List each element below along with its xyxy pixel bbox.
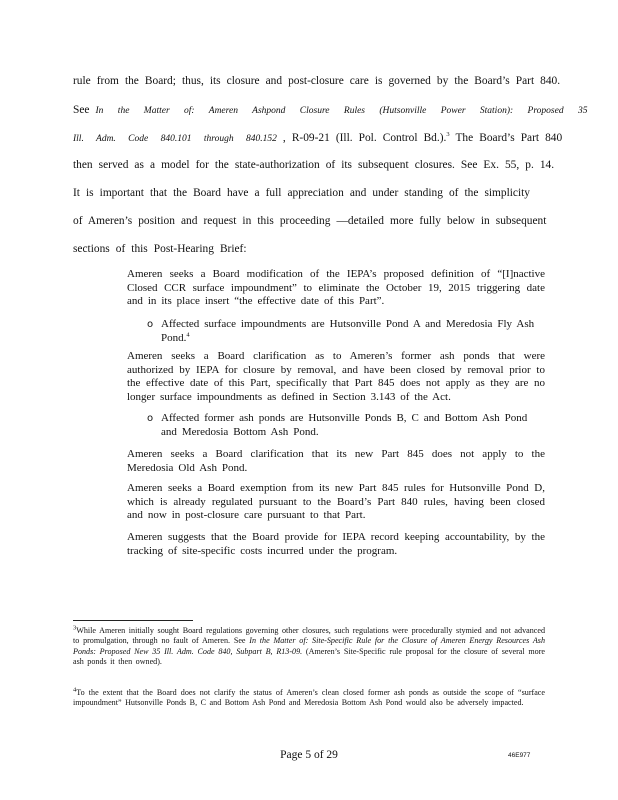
footnote-separator <box>73 620 193 621</box>
bullet-text: Ameren seeks a Board clarification as to Ameren’s former ash ponds that were authorized by IEPA for closure by removal, and have been closed by removal prior to the effective date of this Part, specifically that Part 845 does not apply as they are no longer surface impoundments as defined in Section 3.143 of the Act. <box>127 350 545 403</box>
footnote-number: 3 <box>73 624 77 632</box>
footnote-text: (Ameren’s Site-Specific rule proposal for the closure of several more ash ponds it then owned). <box>73 646 545 667</box>
body-line-7: sections of this Post-Hearing Brief: <box>73 243 247 255</box>
footnote-italic-citation: In the Matter of: Site-Specific Rule for the Closure of Ameren Energy Resources Ash Ponds: Proposed New 35 Ill. Adm. Code 840, Subpart B, R13-09. <box>73 636 545 656</box>
body-line-5: It is important that the Board have a full appreciation and under standing of the simplicity <box>73 187 531 199</box>
footnote-number: 4 <box>73 686 77 694</box>
footnote-text: While Ameren initially sought Board regulations governing other closures, such regulations were procedurally stymied and not advanced to promulgation, through no fault of Ameren. See <box>73 626 545 646</box>
footnote-ref-4: 4 <box>186 330 190 338</box>
see-text: See <box>73 104 90 116</box>
footnote-text: To the extent that the Board does not clarify the status of Ameren’s clean closed former ash ponds as outside the scope of “surface impoundment” Hutsonville Ponds B, C and Bottom Ash Pond and Meredosia Bottom Ash Pond would also be adversely impacted. <box>73 688 545 708</box>
sub-bullet-text: Affected former ash ponds are Hutsonville Ponds B, C and Bottom Ash Pond and Meredosia Bottom Ash Pond. <box>161 412 528 438</box>
bullet-text: Ameren seeks a Board modification of the IEPA’s proposed definition of “[I]nactive Closed CCR surface impoundment” to eliminate the October 19, 2015 triggering date and in its place insert “the effective date of this Part”. <box>127 268 545 308</box>
body-line-4: then served as a model for the state-authorization of its subsequent closures. See Ex. 55, p. 14. <box>73 159 555 171</box>
sub-bullet-text <box>161 318 541 345</box>
docket-text: , R-09-21 (Ill. Pol. Control Bd.). <box>282 132 447 144</box>
bullet-item <box>108 350 548 406</box>
case-citation-italic: In the Matter of: Ameren Ashpond Closure Rules (Hutsonville Power Station): Proposed 35 <box>95 106 588 116</box>
body-line-3-tail: The Board’s Part 840 <box>455 132 563 144</box>
bullet-text: Ameren suggests that the Board provide for IEPA record keeping accountability, by the tracking of site-specific costs incurred under the program. <box>127 531 545 557</box>
footnote-4 <box>73 688 545 709</box>
footnote-ref-3: 3 <box>446 131 450 139</box>
bullet-text: Ameren seeks a Board exemption from its new Part 845 rules for Hutsonville Pond D, which is already regulated pursuant to the Board’s Part 840 rules, having been closed and now in post-closure care pursuant to that Part. <box>127 482 545 522</box>
document-code: 46E977 <box>508 752 531 759</box>
body-line-2 <box>73 103 588 118</box>
footnote-3 <box>73 626 545 668</box>
circle-bullet-icon: o <box>147 413 154 424</box>
code-citation-italic: Ill. Adm. Code 840.101 through 840.152 <box>73 134 277 144</box>
circle-bullet-icon: o <box>147 319 154 330</box>
body-line-1: rule from the Board; thus, its closure and post-closure care is governed by the Board’s Part 840. <box>73 75 561 87</box>
page-number: Page 5 of 29 <box>280 749 338 761</box>
sub-bullet-label: Affected surface impoundments are Hutsonville Pond A and Meredosia Fly Ash Pond. <box>161 318 535 344</box>
bullet-item <box>108 482 548 524</box>
bullet-item <box>108 448 548 476</box>
bullet-text: Ameren seeks a Board clarification that its new Part 845 does not apply to the Meredosia Old Ash Pond. <box>127 448 545 474</box>
body-line-6: of Ameren’s position and request in this proceeding —detailed more fully below in subsequent <box>73 215 547 227</box>
body-line-3 <box>73 131 563 146</box>
bullet-item <box>108 531 548 559</box>
bullet-item <box>108 268 548 310</box>
